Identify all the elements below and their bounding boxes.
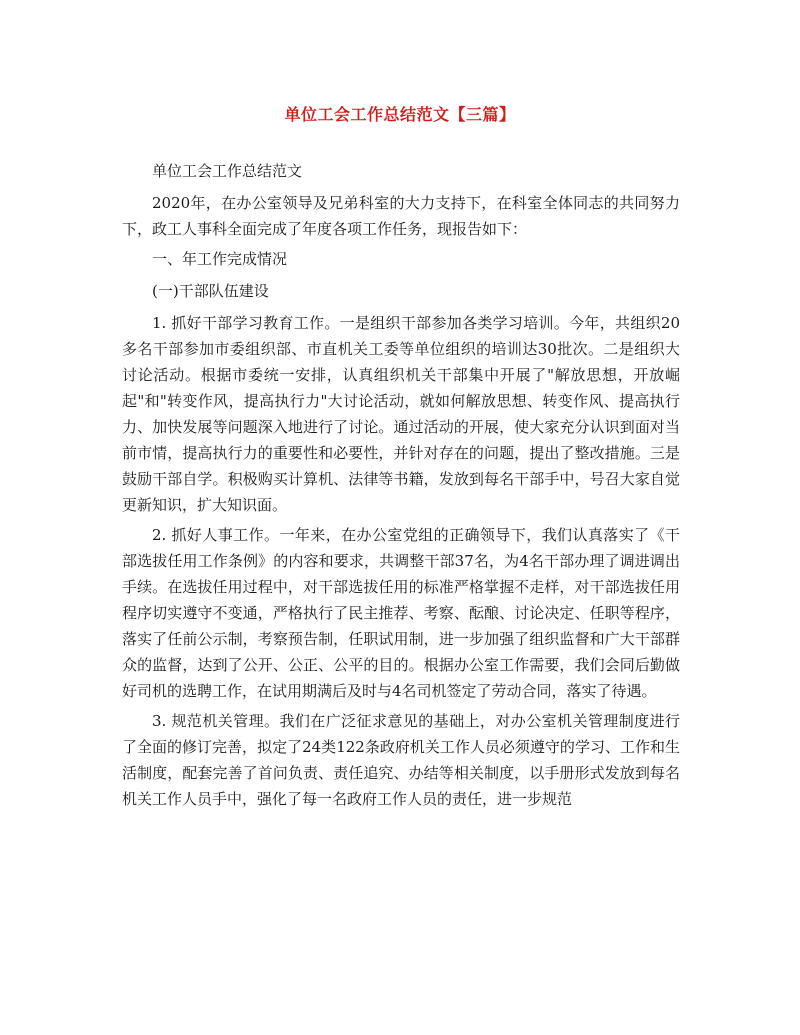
section-heading: 单位工会工作总结范文 [152, 162, 303, 180]
subsection-heading: (一)干部队伍建设 [152, 282, 269, 300]
document-title: 单位工会工作总结范文【三篇】 [284, 105, 516, 124]
intro-paragraph: 2020年，在办公室领导及兄弟科室的大力支持下，在科室全体同志的共同努力下，政工人事科全面完成了年度各项工作任务，现报告如下： [122, 194, 680, 238]
document-body [122, 158, 680, 816]
body-paragraph: 2. 抓好人事工作。一年来，在办公室党组的正确领导下，我们认真落实了《干部选拔任用工作条例》的内容和要求，共调整干部37名，为4名干部办理了调进调出手续。在选拔任用过程中，对干部选拔任用的标准严格掌握不走样，对干部选拔任用程序切实遵守不变通，严格执行了民主推荐、考察、酝酿、讨论决定、任职等程序，落实了任前公示制，考察预告制，任职试用制，进一步加强了组织监督和广大干部群众的监督，达到了公开、公正、公平的目的。根据办公室工作需要，我们会同后勤做好司机的选聘工作，在试用期满后及时与4名司机签定了劳动合同，落实了待遇。 [122, 526, 680, 700]
section-heading: 一、年工作完成情况 [152, 250, 288, 268]
body-paragraph: 1. 抓好干部学习教育工作。一是组织干部参加各类学习培训。今年，共组织20多名干部参加市委组织部、市直机关工委等单位组织的培训达30批次。二是组织大讨论活动。根据市委统一安排，认真组织机关干部集中开展了"解放思想，开放崛起"和"转变作风，提高执行力"大讨论活动，就如何解放思想、转变作风、提高执行力、加快发展等问题深入地进行了讨论。通过活动的开展，使大家充分认识到面对当前市情，提高执行力的重要性和必要性，并针对存在的问题，提出了整改措施。三是鼓励干部自学。积极购买计算机、法律等书籍，发放到每名干部手中，号召大家自觉更新知识，扩大知识面。 [122, 314, 680, 514]
body-paragraph: 3. 规范机关管理。我们在广泛征求意见的基础上，对办公室机关管理制度进行了全面的修订完善，拟定了24类122条政府机关工作人员必须遵守的学习、工作和生活制度，配套完善了首问负责、责任追究、办结等相关制度，以手册形式发放到每名机关工作人员手中，强化了每一名政府工作人员的责任，进一步规范 [122, 712, 680, 808]
